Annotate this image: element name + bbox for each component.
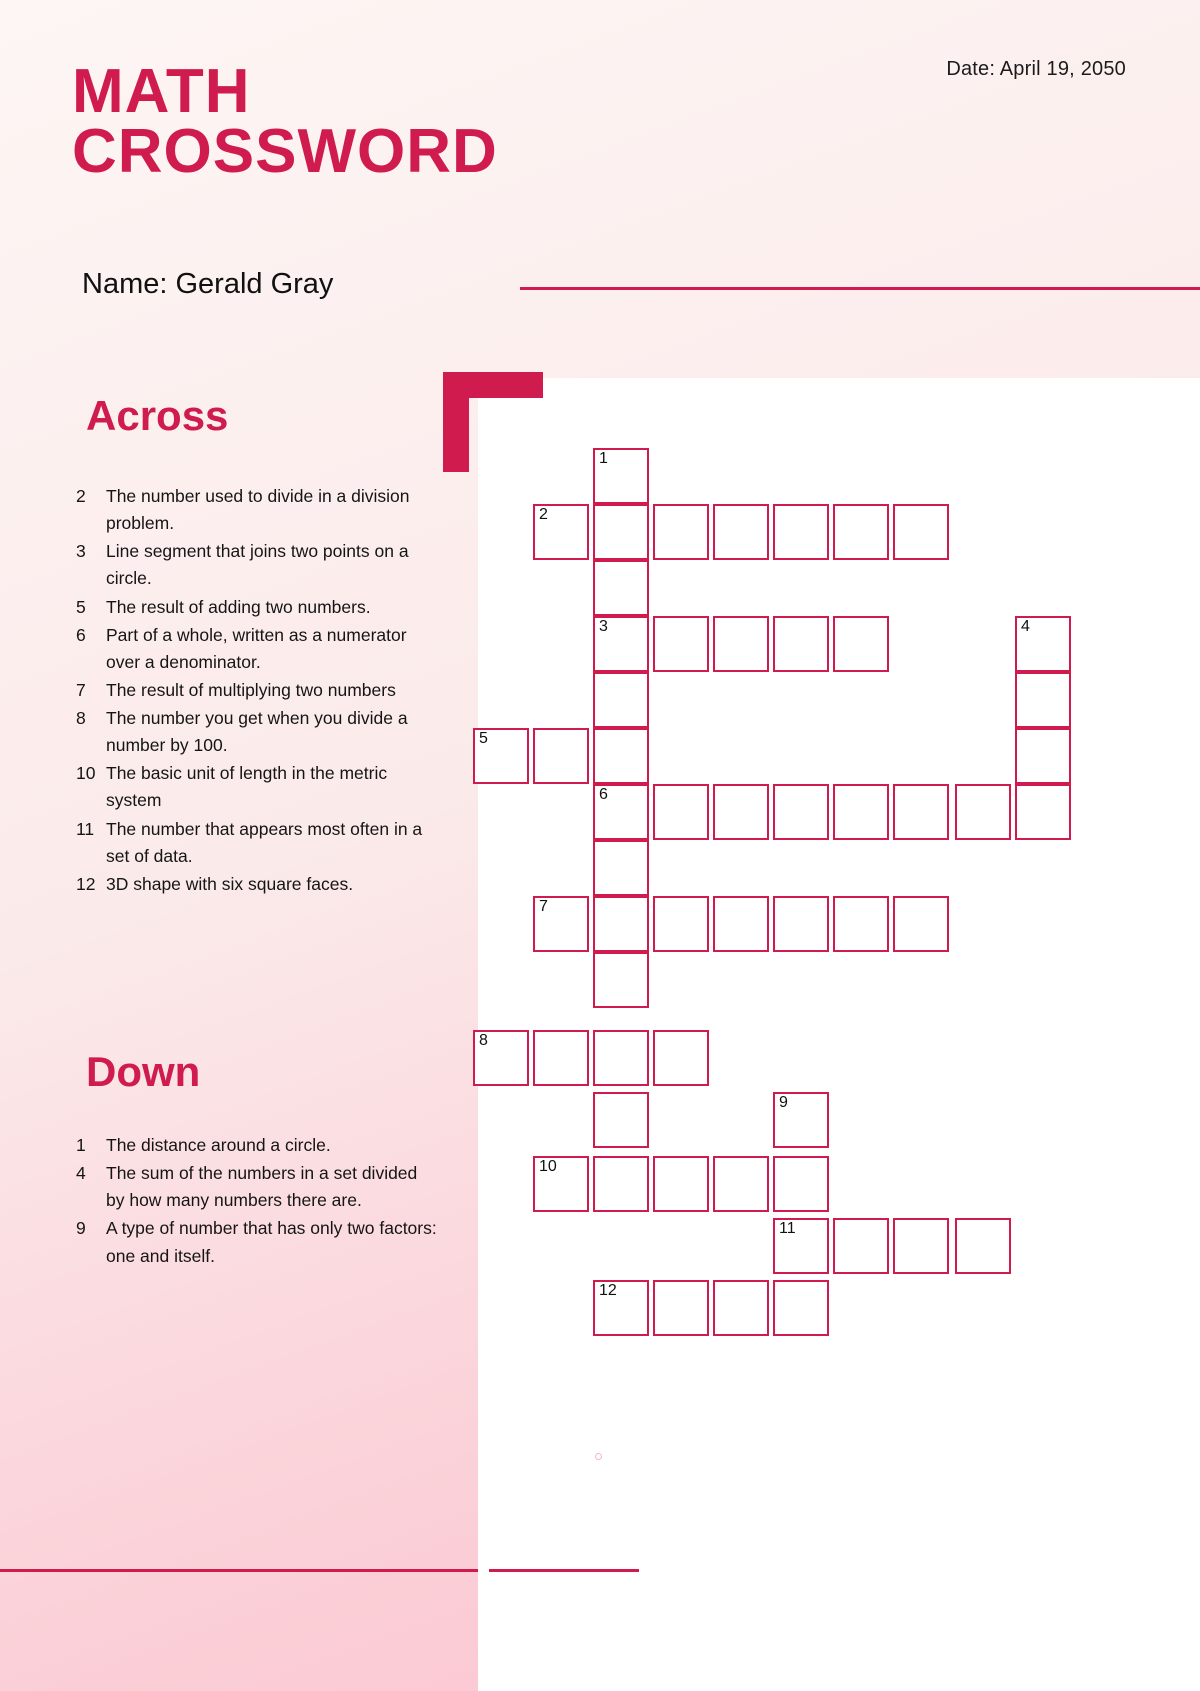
crossword-cell[interactable] [593, 952, 649, 1008]
crossword-cell[interactable] [713, 504, 769, 560]
crossword-cell[interactable] [713, 1280, 769, 1336]
clue-text: The distance around a circle. [106, 1135, 331, 1155]
across-clue-list [72, 483, 437, 899]
date-label: Date: April 19, 2050 [946, 58, 1126, 80]
clue-item [72, 1132, 437, 1159]
crossword-cell[interactable] [593, 1092, 649, 1148]
crossword-cell[interactable] [773, 1092, 829, 1148]
crossword-cell-number: 1 [599, 450, 608, 467]
crossword-cell[interactable] [1015, 784, 1071, 840]
crossword-cell-number: 11 [779, 1220, 796, 1237]
crossword-cell-number: 8 [479, 1032, 488, 1049]
crossword-cell[interactable] [1015, 728, 1071, 784]
crossword-cell[interactable] [833, 784, 889, 840]
crossword-cell-number: 12 [599, 1282, 617, 1299]
clue-number: 12 [76, 873, 96, 894]
crossword-cell[interactable] [533, 1156, 589, 1212]
crossword-cell[interactable] [593, 1280, 649, 1336]
crossword-cell[interactable] [593, 784, 649, 840]
crossword-cell[interactable] [713, 784, 769, 840]
clue-item [72, 594, 437, 621]
crossword-cell[interactable] [593, 1030, 649, 1086]
clue-item [72, 871, 437, 898]
name-label: Name: Gerald Gray [82, 268, 334, 300]
crossword-cell[interactable] [773, 1156, 829, 1212]
clue-text: The basic unit of length in the metric system [106, 763, 388, 811]
crossword-cell[interactable] [773, 896, 829, 952]
down-heading: Down [86, 1048, 201, 1095]
crossword-cell[interactable] [955, 1218, 1011, 1274]
crossword-cell[interactable] [833, 504, 889, 560]
clue-item [72, 483, 437, 537]
clue-text: The number you get when you divide a number by 100. [106, 708, 408, 756]
clue-number: 2 [76, 486, 86, 506]
clue-text: 3D shape with six square faces. [106, 873, 354, 894]
clue-item [72, 705, 437, 759]
crossword-cell[interactable] [593, 448, 649, 504]
crossword-cell[interactable] [833, 616, 889, 672]
crossword-cell-number: 6 [599, 786, 608, 803]
clue-text: The result of adding two numbers. [106, 596, 371, 617]
name-rule-divider [520, 287, 1200, 290]
crossword-cell[interactable] [653, 1280, 709, 1336]
clue-text: Part of a whole, written as a numerator over a denominator. [106, 624, 407, 672]
clue-number: 5 [76, 596, 86, 617]
crossword-cell[interactable] [533, 504, 589, 560]
crossword-cell[interactable] [593, 728, 649, 784]
clue-item [72, 1160, 437, 1214]
clue-number: 3 [76, 541, 86, 562]
crossword-cell[interactable] [473, 728, 529, 784]
crossword-cell[interactable] [473, 1030, 529, 1086]
crossword-cell[interactable] [653, 1030, 709, 1086]
crossword-cell[interactable] [955, 784, 1011, 840]
crossword-cell[interactable] [773, 1280, 829, 1336]
crossword-cell-number: 2 [539, 506, 548, 523]
crossword-cell[interactable] [593, 1156, 649, 1212]
clue-item [72, 538, 437, 592]
crossword-cell[interactable] [653, 896, 709, 952]
crossword-cell[interactable] [533, 1030, 589, 1086]
crossword-cell-number: 5 [479, 730, 488, 747]
crossword-cell-number: 4 [1021, 618, 1030, 635]
crossword-cell[interactable] [653, 784, 709, 840]
crossword-cell[interactable] [593, 896, 649, 952]
crossword-cell[interactable] [1015, 616, 1071, 672]
crossword-cell[interactable] [713, 1156, 769, 1212]
crossword-cell[interactable] [533, 728, 589, 784]
clue-number: 4 [76, 1163, 86, 1184]
crossword-cell[interactable] [653, 616, 709, 672]
crossword-cell[interactable] [833, 1218, 889, 1274]
crossword-cell-number: 9 [779, 1094, 788, 1111]
clue-number: 9 [76, 1218, 86, 1239]
clue-text: The sum of the numbers in a set divided by how many numbers there are. [106, 1163, 418, 1211]
clue-number: 11 [76, 818, 95, 839]
page-title-line2: CROSSWORD [72, 116, 498, 186]
crossword-cell-number: 10 [539, 1158, 557, 1175]
crossword-cell-number: 3 [599, 618, 608, 635]
crossword-cell-number: 7 [539, 898, 548, 915]
clue-item [72, 760, 437, 814]
clue-text: The number that appears most often in a set of data. [106, 818, 423, 866]
clue-item [72, 677, 437, 704]
crossword-cell[interactable] [713, 896, 769, 952]
crossword-cell[interactable] [893, 784, 949, 840]
clue-text: A type of number that has only two factors: one and itself. [106, 1218, 437, 1266]
crossword-cell[interactable] [833, 896, 889, 952]
crossword-cell[interactable] [593, 616, 649, 672]
crossword-cell[interactable] [1015, 672, 1071, 728]
decorative-dot [595, 1453, 602, 1460]
crossword-cell[interactable] [653, 1156, 709, 1212]
clue-item [72, 816, 437, 870]
clue-number: 6 [76, 624, 86, 645]
crossword-cell[interactable] [893, 896, 949, 952]
clue-number: 7 [76, 679, 86, 700]
clue-item [72, 1215, 437, 1269]
crossword-cell[interactable] [593, 672, 649, 728]
down-clue-list [72, 1132, 437, 1271]
crossword-cell[interactable] [773, 504, 829, 560]
clue-item [72, 622, 437, 676]
crossword-cell[interactable] [713, 616, 769, 672]
crossword-cell[interactable] [593, 560, 649, 616]
clue-text: The result of multiplying two numbers [106, 679, 396, 700]
crossword-cell[interactable] [893, 1218, 949, 1274]
crossword-cell[interactable] [773, 616, 829, 672]
page-title [72, 57, 498, 186]
clue-number: 10 [76, 763, 96, 784]
clue-number: 1 [76, 1135, 86, 1155]
crossword-cell[interactable] [893, 504, 949, 560]
crossword-cell[interactable] [773, 784, 829, 840]
across-heading: Across [86, 392, 229, 439]
clue-text: The number used to divide in a division problem. [106, 486, 410, 534]
clue-number: 8 [76, 708, 86, 728]
crossword-cell[interactable] [593, 840, 649, 896]
crossword-cell[interactable] [593, 504, 649, 560]
crossword-cell[interactable] [533, 896, 589, 952]
page-title-line1: MATH [72, 57, 251, 126]
clue-text: Line segment that joins two points on a circle. [106, 541, 409, 589]
crossword-cell[interactable] [653, 504, 709, 560]
crossword-cell[interactable] [773, 1218, 829, 1274]
crossword-grid[interactable] [478, 378, 1200, 1691]
